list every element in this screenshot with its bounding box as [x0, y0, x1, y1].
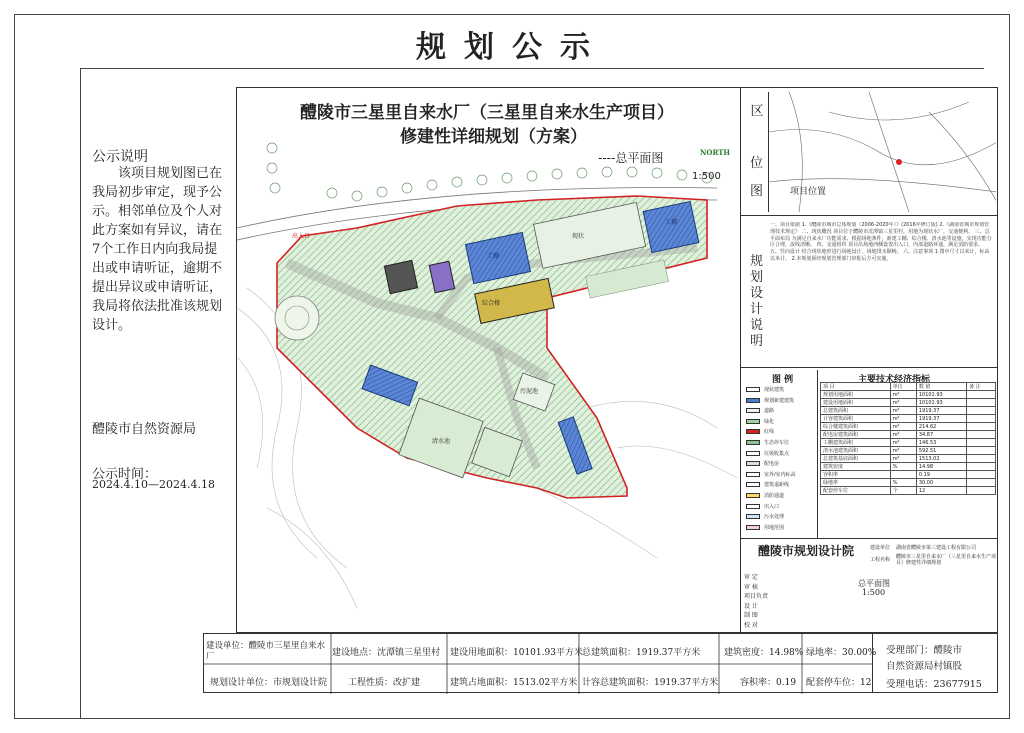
label-comprehensive: 综合楼 — [482, 300, 501, 307]
dept-line1: 受理部门：醴陵市 — [886, 645, 963, 656]
legend-label: 污水处理 — [764, 514, 785, 521]
legend-item — [746, 471, 796, 478]
indicator-cell: 个 — [890, 487, 916, 495]
indicator-cell: 总建筑基底面积 — [821, 455, 891, 463]
indicator-cell: 绿地率 — [821, 479, 891, 487]
indicator-cell: 容积率 — [821, 471, 891, 479]
legend-label: 用地范围 — [764, 524, 785, 531]
legend-label: 红线 — [764, 429, 775, 436]
indicator-header-cell: 备 注 — [967, 383, 996, 391]
indicator-cell: 总建筑面积 — [821, 407, 891, 415]
legend-item — [746, 524, 784, 531]
dept-phone: 受理电话：23677915 — [886, 679, 982, 690]
bottom-footprint: 建筑占地面积：1513.02平方米 — [450, 678, 578, 688]
tb-scale: 1:500 — [862, 588, 886, 597]
legend-label: 配电房 — [764, 461, 780, 468]
indicator-cell: m² — [890, 431, 916, 439]
legend-item — [746, 503, 779, 510]
legend-swatch — [746, 451, 760, 456]
legend-item — [746, 460, 779, 467]
indicator-title: 主要技术经济指标 — [858, 375, 931, 385]
legend-title: 图 例 — [772, 375, 794, 385]
tb-project-label: 工程名称 — [870, 557, 891, 563]
indicator-cell: m² — [890, 391, 916, 399]
indicator-header-cell: 项 目 — [821, 383, 891, 391]
indicator-cell: 1513.02 — [916, 455, 966, 463]
tb-drawing-name: 总平面图 — [858, 579, 890, 588]
legend-label: 室外/室内标高 — [764, 471, 796, 478]
tb-role: 设 计 — [744, 602, 758, 610]
site-plan-map — [237, 88, 737, 633]
page-title: 规划公示 — [416, 30, 608, 65]
bottom-builder: 建设单位：醴陵市三星里自来水厂 — [206, 641, 326, 662]
indicator-row — [821, 447, 996, 455]
indicator-row — [821, 431, 996, 439]
bottom-location: 建设地点：沈潭镇三星里村 — [332, 648, 441, 658]
indicator-header-cell: 数 值 — [916, 383, 966, 391]
indicator-row — [821, 399, 996, 407]
indicator-cell: 0.19 — [916, 471, 966, 479]
plan-title-line1: 醴陵市三星里自来水厂（三星里自来水生产项目） — [300, 103, 674, 123]
indicator-cell: 12 — [916, 487, 966, 495]
legend-item — [746, 386, 784, 393]
indicator-cell: m² — [890, 415, 916, 423]
indicator-cell — [967, 479, 996, 487]
legend-label: 道路 — [764, 408, 775, 415]
legend-swatch — [746, 482, 760, 487]
indicator-cell: m² — [890, 423, 916, 431]
notice-time-value: 2024.4.10—2024.4.18 — [92, 478, 215, 491]
indicator-cell — [967, 455, 996, 463]
indicator-cell: 配电房建筑面积 — [821, 431, 891, 439]
legend-label: 绿化 — [764, 418, 775, 425]
legend-swatch — [746, 514, 760, 519]
bottom-parking: 配套停车位：12 — [806, 678, 872, 688]
indicator-cell: 10101.93 — [916, 391, 966, 399]
indicator-cell: % — [890, 463, 916, 471]
legend-swatch — [746, 504, 760, 509]
tb-client: 湖南省醴陵市第三建设工程有限公司 — [896, 545, 977, 551]
design-desc-text: 一、项目依据 1.《醴陵市城市总体规划（2006-2020年）》(2016年修订版) 2.《湖南省城市规划管理技术规定》 二、现状概况 项目位于醴陵市沈潭镇三星里村，用地为现状水厂，交通便利。 三、总平面布局 为满足自来水厂功能需求，根据场地条件，新建工棚、综合楼、清水池等设施，实现功能分区合理，流线清晰。 四、交通组织 项目沿场地西侧设置出入口，内部道路环通，满足消防要求。 五、竖向设计 结合现状地形进行场地设计，场地排水顺畅。 六、注意事项 1.图中尺寸以米计，标高以米计。 2.本规划须经规划管理部门审批后方可实施。 — [770, 222, 992, 262]
legend-swatch — [746, 472, 760, 477]
indicator-body — [821, 391, 996, 495]
legend-swatch — [746, 461, 760, 466]
indicator-cell: m² — [890, 455, 916, 463]
legend-swatch — [746, 398, 760, 403]
label-factory2: 工棚 — [665, 219, 678, 226]
indicator-cell: 规划用地面积 — [821, 391, 891, 399]
indicator-cell: 计容建筑面积 — [821, 415, 891, 423]
legend-label: 消防通道 — [764, 493, 785, 499]
indicator-cell: 工棚建筑面积 — [821, 439, 891, 447]
legend-label: 垃圾收集点 — [764, 450, 790, 457]
legend-swatch — [746, 387, 760, 392]
legend-swatch — [746, 525, 760, 530]
plan-scale: 1:500 — [692, 171, 721, 182]
indicator-cell — [967, 439, 996, 447]
label-clear-water: 清水池 — [432, 438, 451, 445]
legend-item — [746, 428, 774, 435]
indicator-row — [821, 415, 996, 423]
label-existing: 现状 — [572, 233, 585, 240]
indicator-cell — [967, 407, 996, 415]
legend-label: 建筑退距线 — [764, 482, 790, 489]
legend-label: 现状建筑 — [764, 387, 785, 393]
indicator-cell: 综合楼建筑面积 — [821, 423, 891, 431]
legend-item — [746, 492, 784, 499]
indicator-header-row — [821, 383, 996, 391]
indicator-cell: 建设用地面积 — [821, 399, 891, 407]
plan-subtitle: ----总平面图 — [598, 151, 664, 165]
indicator-cell — [967, 431, 996, 439]
plan-title-line2: 修建性详细规划（方案） — [400, 127, 587, 147]
tb-role: 审 定 — [744, 574, 758, 581]
indicator-row — [821, 479, 996, 487]
indicator-cell — [967, 423, 996, 431]
notice-body: 该项目规划图已在我局初步审定，现予公示。相邻单位及个人对此方案如有异议，请在7个工作日内向我局提出或申请听证，逾期不提出异议或申请听证，我局将依法批准该规划设计。 — [92, 166, 223, 333]
indicator-cell — [967, 399, 996, 407]
location-label-3: 图 — [750, 184, 764, 199]
title-divider — [80, 68, 984, 69]
notice-time-label: 公示时间： — [92, 467, 158, 482]
indicator-cell — [967, 391, 996, 399]
site-plan-svg — [237, 88, 737, 633]
legend-swatch — [746, 429, 760, 434]
indicator-cell — [967, 447, 996, 455]
indicator-row — [821, 487, 996, 495]
legend-item — [746, 397, 794, 404]
indicator-cell: m² — [890, 407, 916, 415]
indicator-cell — [967, 487, 996, 495]
indicator-cell: 34.87 — [916, 431, 966, 439]
legend-item — [746, 418, 774, 425]
label-entrance: 出入口 — [292, 233, 311, 240]
indicator-cell: 建筑密度 — [821, 463, 891, 471]
indicator-row — [821, 423, 996, 431]
indicator-cell: 1919.37 — [916, 415, 966, 423]
project-position-label: 项目位置 — [790, 187, 827, 197]
legend-swatch — [746, 440, 760, 445]
indicator-cell: 30.00 — [916, 479, 966, 487]
indicator-cell — [967, 463, 996, 471]
north-arrow-icon: NORTH — [700, 148, 731, 157]
bottom-total-area: 总建筑面积：1919.37平方米 — [582, 648, 701, 658]
legend-label: 生态停车位 — [764, 440, 790, 446]
legend-label: 规划新建建筑 — [764, 397, 795, 404]
tb-role: 制 图 — [744, 612, 758, 619]
legend-label: 出入口 — [764, 503, 780, 510]
indicator-cell: % — [890, 479, 916, 487]
bottom-far: 容积率：0.19 — [740, 678, 797, 688]
indicator-cell — [967, 471, 996, 479]
dept-line2: 自然资源局村镇股 — [886, 661, 963, 672]
tb-role: 校 对 — [744, 621, 758, 629]
legend-item — [746, 481, 789, 488]
indicator-cell: 214.62 — [916, 423, 966, 431]
indicator-row — [821, 455, 996, 463]
indicator-row — [821, 463, 996, 471]
location-label-2: 位 — [750, 156, 764, 171]
notice-heading: 公示说明 — [92, 149, 148, 165]
tb-project: 醴陵市三星里自来水厂（三星里自来水生产项目）修建性详细规划 — [896, 554, 997, 566]
location-label-1: 区 — [750, 104, 764, 119]
indicator-cell — [967, 415, 996, 423]
indicator-cell: m² — [890, 447, 916, 455]
notice-divider — [80, 68, 81, 719]
indicator-cell: 146.53 — [916, 439, 966, 447]
indicator-cell — [890, 471, 916, 479]
indicator-cell: m² — [890, 439, 916, 447]
design-desc-label: 规划设计说明 — [750, 254, 764, 349]
label-sludge: 污泥池 — [520, 388, 539, 395]
indicator-cell: 清水池建筑面积 — [821, 447, 891, 455]
bottom-density: 建筑密度：14.98% — [724, 648, 804, 658]
indicator-table — [820, 382, 996, 495]
indicator-cell: 10101.93 — [916, 399, 966, 407]
legend-item — [746, 513, 784, 520]
bottom-land-area: 建设用地面积：10101.93平方米 — [450, 648, 583, 658]
tb-client-label: 建设单位 — [870, 545, 891, 551]
notice-org: 醴陵市自然资源局 — [92, 422, 197, 437]
title-block-org: 醴陵市规划设计院 — [758, 544, 855, 558]
indicator-row — [821, 407, 996, 415]
bottom-designer: 规划设计单位：市规划设计院 — [210, 678, 328, 688]
indicator-header-cell: 单位 — [890, 383, 916, 391]
indicator-row — [821, 391, 996, 399]
indicator-cell: 592.51 — [916, 447, 966, 455]
legend-item — [746, 439, 789, 446]
bottom-green: 绿地率：30.00% — [806, 648, 877, 658]
bottom-far-area: 计容总建筑面积：1919.37平方米 — [582, 678, 719, 688]
legend-item — [746, 407, 774, 414]
bottom-nature: 工程性质：改扩建 — [348, 678, 421, 688]
indicator-cell: 1919.37 — [916, 407, 966, 415]
indicator-row — [821, 471, 996, 479]
indicator-cell: 配套停车位 — [821, 487, 891, 495]
label-factory1: 工棚 — [487, 253, 500, 260]
tb-role: 审 核 — [744, 583, 758, 591]
indicator-cell: m² — [890, 399, 916, 407]
indicator-row — [821, 439, 996, 447]
indicator-cell: 14.98 — [916, 463, 966, 471]
legend-swatch — [746, 493, 760, 498]
legend-swatch — [746, 419, 760, 424]
legend-item — [746, 450, 789, 457]
legend-swatch — [746, 408, 760, 413]
tb-role: 项目负责 — [744, 593, 769, 600]
